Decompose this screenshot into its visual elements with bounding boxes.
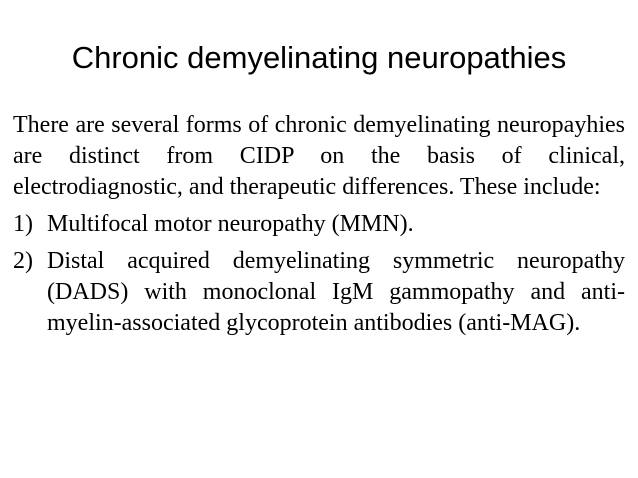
list-item-number: 2) xyxy=(13,248,33,274)
list-item-number: 1) xyxy=(13,211,33,237)
intro-paragraph: There are several forms of chronic demyelinating neuropayhies are distinct from CIDP on the basis of clinical, electrodiagnostic, and therapeutic differences. These include: xyxy=(13,112,625,200)
list-item-text: Distal acquired demyelinating symmetric neuropathy (DADS) with monoclonal IgM gammopathy and anti-myelin-associated glycoprotein antibodies (anti-MAG). xyxy=(47,248,625,336)
slide-body xyxy=(13,110,625,345)
slide-title: Chronic demyelinating neuropathies xyxy=(71,40,567,75)
list-item-text: Multifocal motor neuropathy (MMN). xyxy=(47,211,414,237)
list-item xyxy=(13,209,625,240)
numbered-list xyxy=(13,209,625,339)
list-item xyxy=(13,246,625,339)
